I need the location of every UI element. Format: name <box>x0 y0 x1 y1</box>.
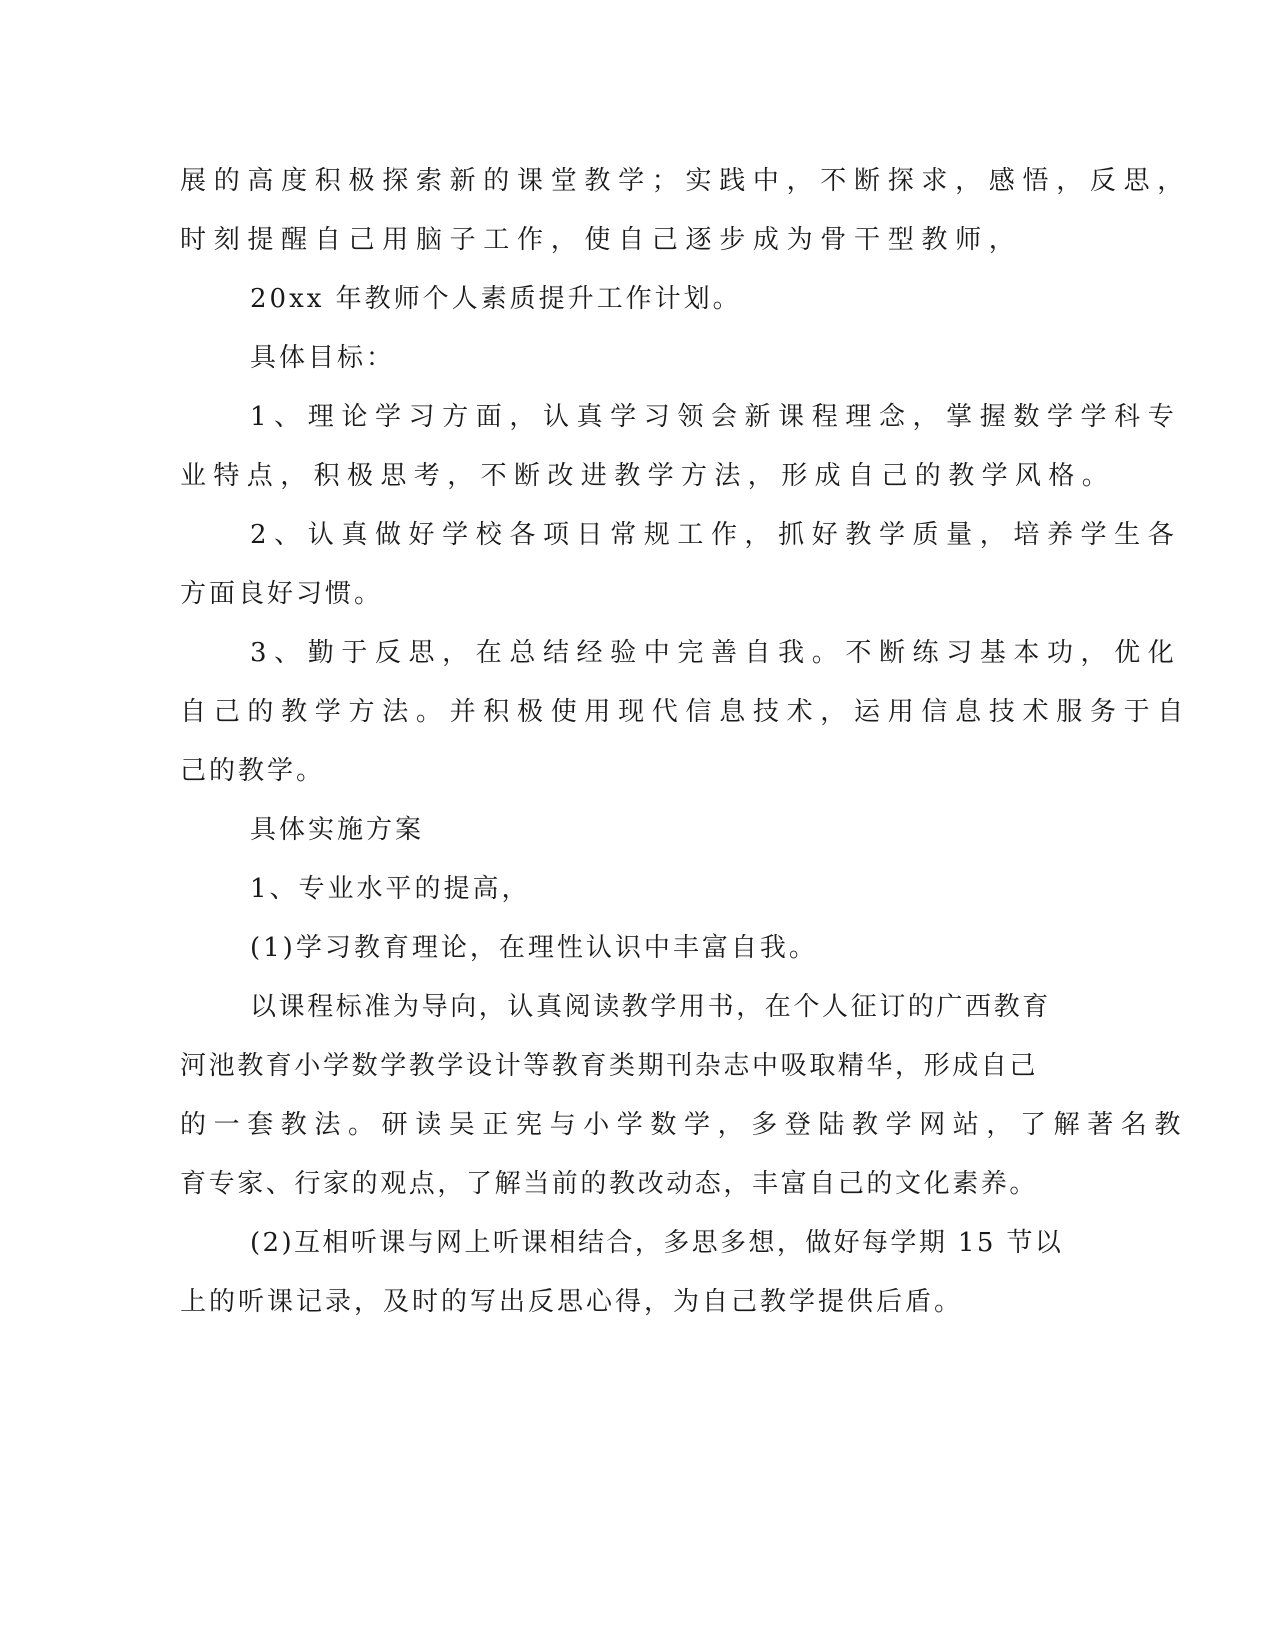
text-line: (1)学习教育理论，在理性认识中丰富自我。 <box>250 933 818 963</box>
text-line: 河池教育小学数学教学设计等教育类期刊杂志中吸取精华，形成自己 <box>180 1051 1039 1081</box>
text-line: 的一套教法。研读吴正宪与小学数学，多登陆教学网站，了解著名教 <box>180 1110 1189 1140</box>
text-line: 展的高度积极探索新的课堂教学；实践中，不断探求，感悟，反思， <box>180 166 1192 196</box>
text-line: 业特点，积极思考，不断改进教学方法，形成自己的教学风格。 <box>180 461 1116 491</box>
text-line: 育专家、行家的观点，了解当前的教改动态，丰富自己的文化素养。 <box>180 1169 1039 1199</box>
text-line: 以课程标准为导向，认真阅读教学用书，在个人征订的广西教育 <box>250 992 1051 1022</box>
subsection-heading: 1、专业水平的提高， <box>250 874 531 904</box>
text-line: 2、认真做好学校各项日常规工作，抓好教学质量，培养学生各 <box>250 520 1182 550</box>
section-heading: 具体目标： <box>250 343 396 373</box>
text-line: (2)互相听课与网上听课相结合，多思多想，做好每学期 15 节以 <box>250 1228 1064 1258</box>
section-heading: 具体实施方案 <box>250 815 425 845</box>
text-line: 上的听课记录，及时的写出反思心得，为自己教学提供后盾。 <box>180 1287 964 1317</box>
section-title: 20xx 年教师个人素质提升工作计划。 <box>250 284 742 314</box>
text-line: 自己的教学方法。并积极使用现代信息技术，运用信息技术服务于自 <box>180 697 1192 727</box>
text-line: 时刻提醒自己用脑子工作，使自己逐步成为骨干型教师， <box>180 225 1023 255</box>
text-line: 1、理论学习方面，认真学习领会新课程理念，掌握数学学科专 <box>250 402 1182 432</box>
text-line: 3、勤于反思，在总结经验中完善自我。不断练习基本功，优化 <box>250 638 1182 668</box>
text-line: 己的教学。 <box>180 756 326 786</box>
text-line: 方面良好习惯。 <box>180 579 384 609</box>
